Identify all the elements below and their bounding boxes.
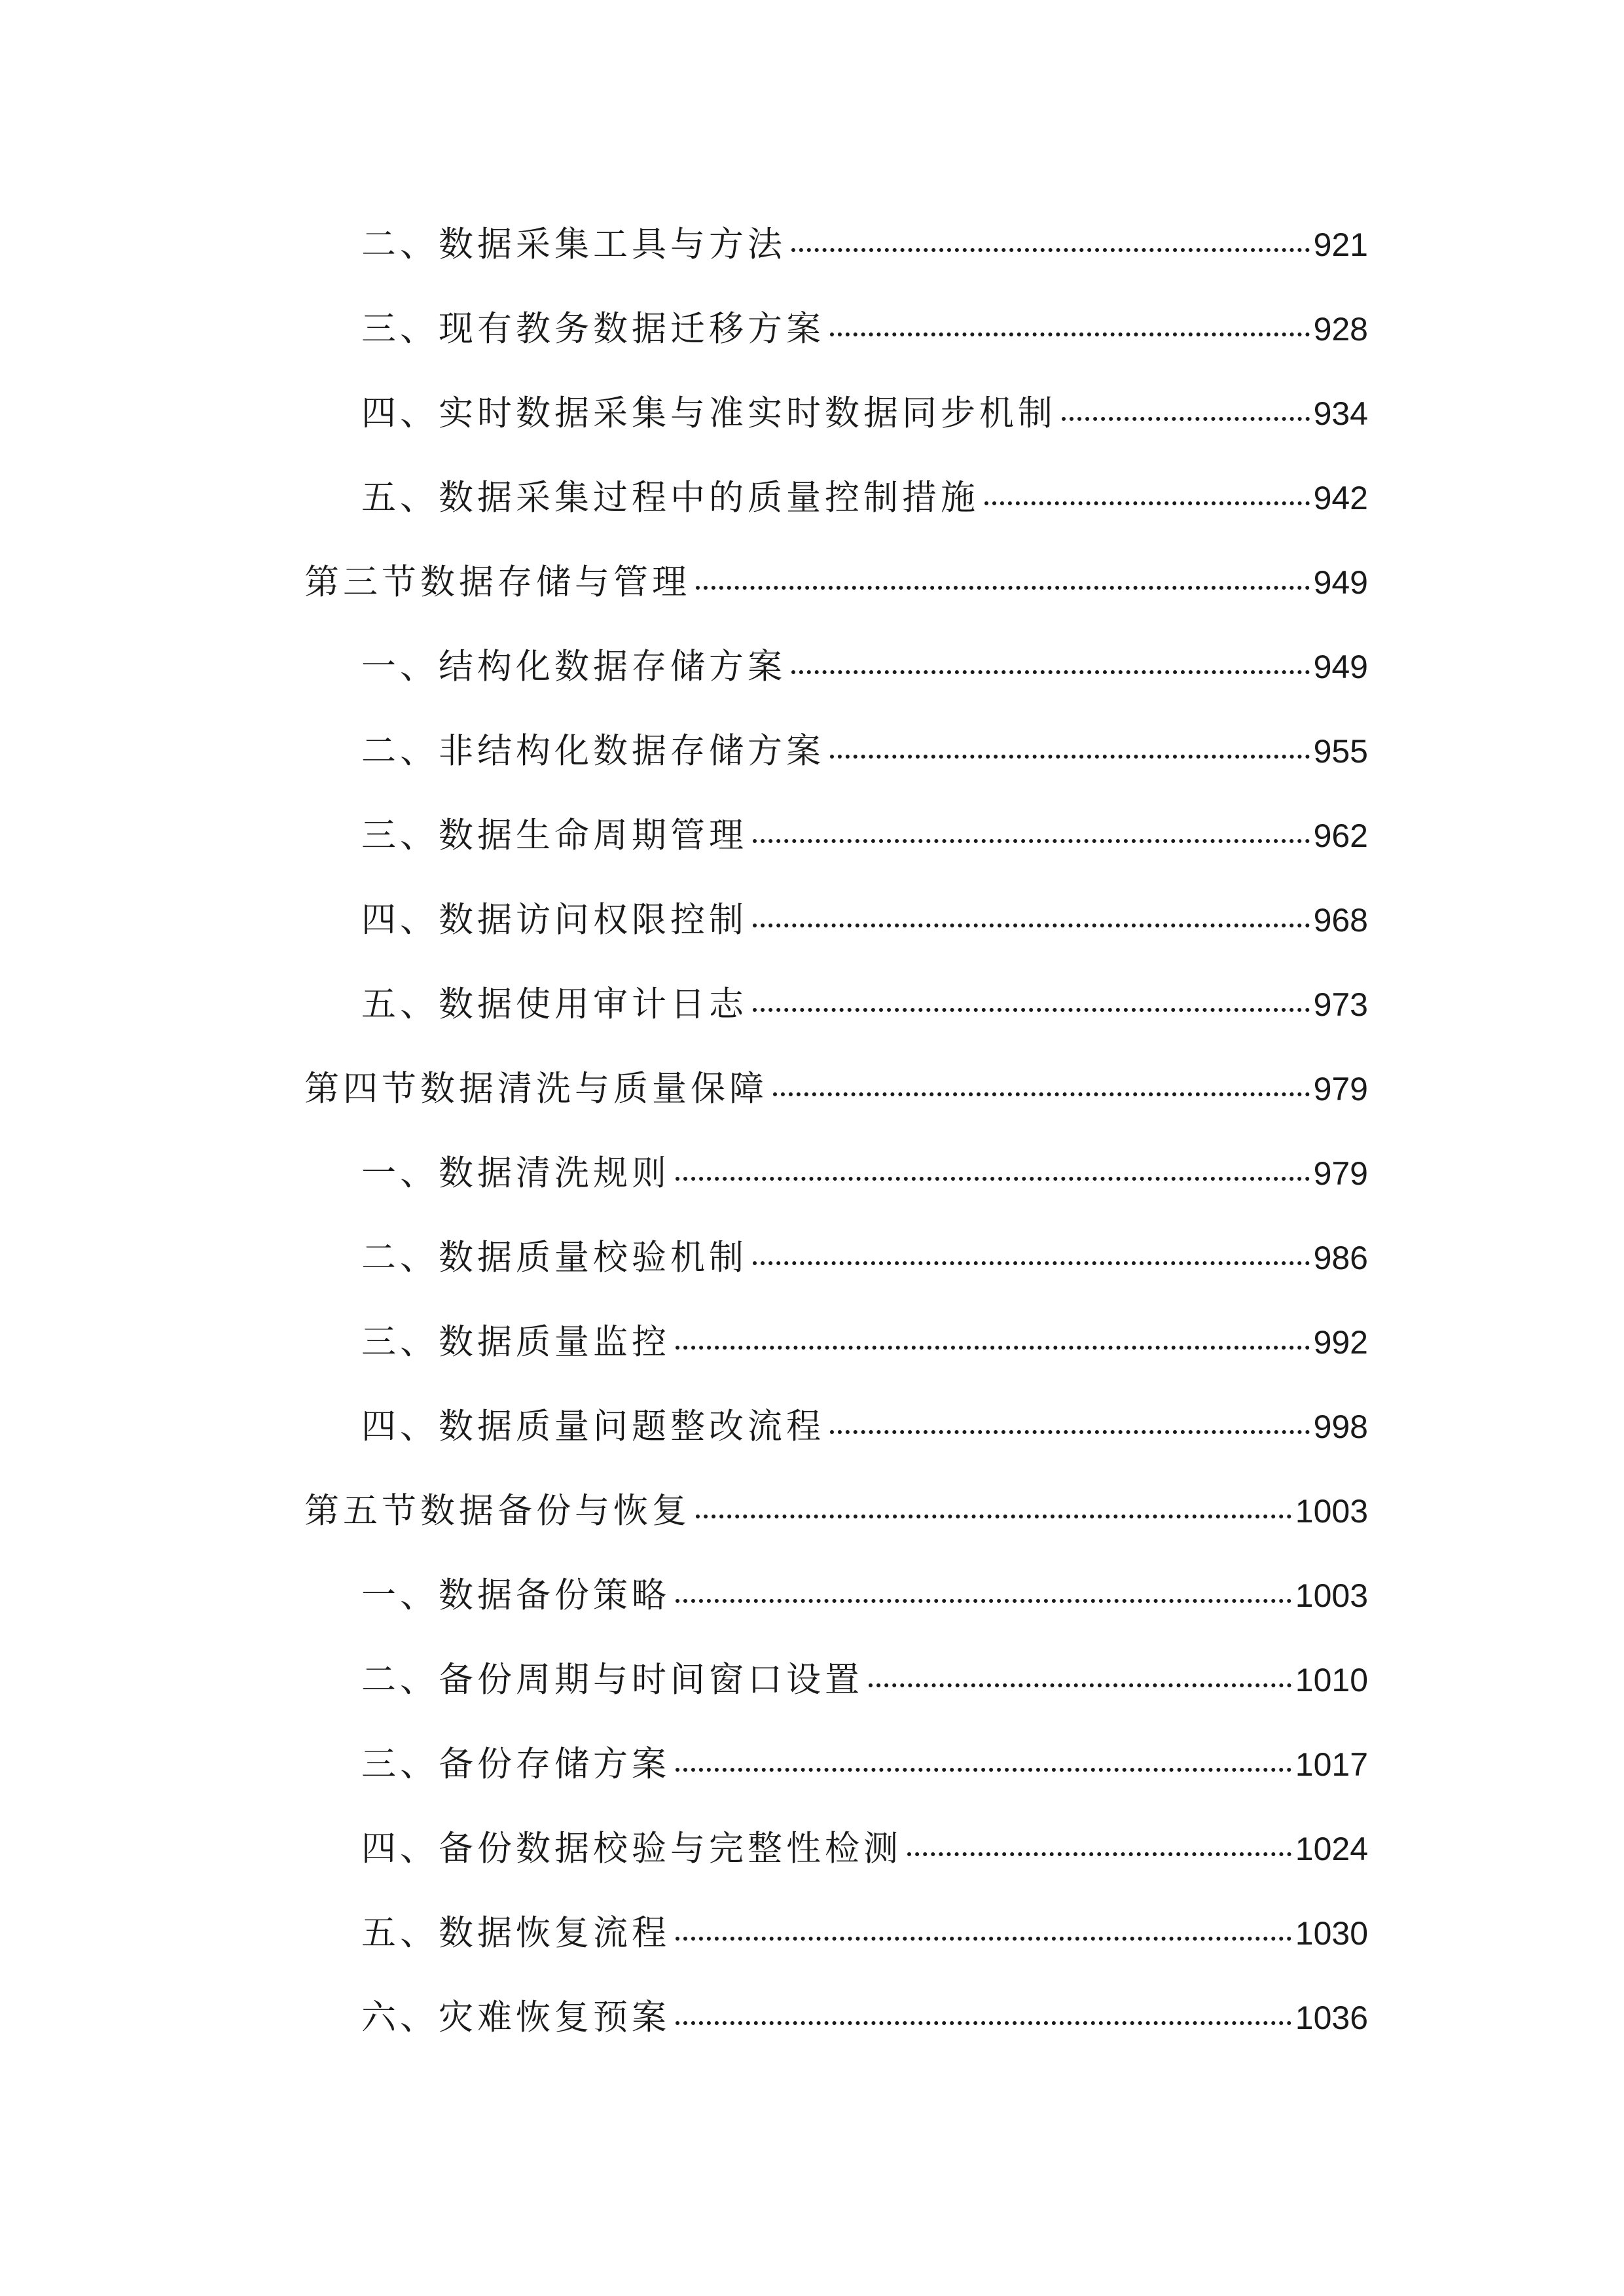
toc-entry[interactable] bbox=[0, 359, 1624, 431]
toc-entry[interactable] bbox=[0, 1203, 1624, 1278]
toc-entry-title: 第三节数据存储与管理 bbox=[304, 562, 691, 602]
toc-entry-title: 第五节数据备份与恢复 bbox=[304, 1491, 691, 1531]
toc-entry[interactable] bbox=[0, 274, 1624, 349]
toc-entry[interactable] bbox=[0, 1878, 1624, 1953]
toc-entry[interactable] bbox=[0, 1119, 1624, 1191]
toc-entry-page: 921 bbox=[1313, 226, 1368, 263]
toc-entry-page: 1003 bbox=[1295, 1577, 1368, 1614]
toc-entry-page: 1003 bbox=[1295, 1493, 1368, 1530]
dot-leader bbox=[753, 839, 1310, 843]
dot-leader bbox=[676, 1937, 1291, 1941]
dot-leader bbox=[1062, 417, 1310, 421]
toc-entry[interactable] bbox=[0, 1287, 1624, 1362]
toc-entry-title: 三、备份存储方案 bbox=[361, 1744, 670, 1784]
toc-entry-title: 六、灾难恢复预案 bbox=[361, 1998, 670, 2037]
toc-entry-page: 928 bbox=[1313, 311, 1368, 348]
toc-entry[interactable] bbox=[0, 190, 1624, 262]
toc-entry[interactable] bbox=[0, 865, 1624, 940]
dot-leader bbox=[907, 1852, 1291, 1856]
toc-entry-page: 1030 bbox=[1295, 1915, 1368, 1952]
toc-entry[interactable] bbox=[0, 781, 1624, 853]
toc-entry-title: 一、结构化数据存储方案 bbox=[361, 647, 786, 687]
toc-entry-title: 一、数据备份策略 bbox=[361, 1575, 670, 1615]
toc-entry[interactable] bbox=[0, 1794, 1624, 1869]
toc-entry-page: 962 bbox=[1313, 817, 1368, 854]
toc-entry-title: 一、数据清洗规则 bbox=[361, 1153, 670, 1193]
toc-entry-page: 973 bbox=[1313, 986, 1368, 1023]
toc-entry[interactable] bbox=[0, 696, 1624, 771]
toc-entry-page: 986 bbox=[1313, 1240, 1368, 1276]
toc-entry[interactable] bbox=[0, 528, 1624, 600]
dot-leader bbox=[791, 670, 1310, 674]
dot-leader bbox=[676, 1599, 1291, 1603]
toc-entry[interactable] bbox=[0, 443, 1624, 518]
toc-entry[interactable] bbox=[0, 1456, 1624, 1531]
toc-entry-page: 942 bbox=[1313, 480, 1368, 516]
toc-entry-title: 四、备份数据校验与完整性检测 bbox=[361, 1829, 902, 1869]
toc-entry-page: 1017 bbox=[1295, 1746, 1368, 1783]
toc-entry-page: 1024 bbox=[1295, 1831, 1368, 1867]
dot-leader bbox=[869, 1683, 1291, 1687]
dot-leader bbox=[830, 332, 1310, 336]
toc-entry-page: 949 bbox=[1313, 564, 1368, 601]
toc-entry-page: 1010 bbox=[1295, 1662, 1368, 1698]
dot-leader bbox=[753, 1261, 1310, 1265]
toc-entry-title: 四、数据质量问题整改流程 bbox=[361, 1407, 825, 1446]
dot-leader bbox=[773, 1092, 1310, 1096]
toc-entry[interactable] bbox=[0, 612, 1624, 687]
dot-leader bbox=[676, 2021, 1291, 2025]
toc-entry-page: 998 bbox=[1313, 1408, 1368, 1445]
toc-entry-page: 979 bbox=[1313, 1155, 1368, 1192]
toc-entry-title: 二、非结构化数据存储方案 bbox=[361, 731, 825, 771]
dot-leader bbox=[791, 248, 1310, 252]
toc-entry-title: 二、数据质量校验机制 bbox=[361, 1238, 748, 1278]
toc-entry-page: 934 bbox=[1313, 395, 1368, 432]
toc-entry-page: 955 bbox=[1313, 733, 1368, 770]
toc-entry-title: 五、数据恢复流程 bbox=[361, 1913, 670, 1953]
toc-entry-page: 949 bbox=[1313, 649, 1368, 685]
toc-entry-title: 五、数据使用审计日志 bbox=[361, 984, 748, 1024]
toc-entry-page: 979 bbox=[1313, 1071, 1368, 1107]
toc-entry[interactable] bbox=[0, 1963, 1624, 2035]
dot-leader bbox=[830, 1430, 1310, 1434]
dot-leader bbox=[696, 1515, 1291, 1518]
toc-entry-title: 四、实时数据采集与准实时数据同步机制 bbox=[361, 393, 1056, 433]
toc-entry-title: 三、数据质量监控 bbox=[361, 1322, 670, 1362]
toc-entry[interactable] bbox=[0, 1625, 1624, 1700]
toc-entry[interactable] bbox=[0, 1372, 1624, 1444]
dot-leader bbox=[830, 755, 1310, 759]
dot-leader bbox=[753, 924, 1310, 927]
dot-leader bbox=[753, 1008, 1310, 1012]
dot-leader bbox=[984, 501, 1310, 505]
dot-leader bbox=[676, 1346, 1310, 1350]
toc-entry-title: 第四节数据清洗与质量保障 bbox=[304, 1069, 768, 1109]
dot-leader bbox=[696, 586, 1310, 590]
toc-entry-title: 二、备份周期与时间窗口设置 bbox=[361, 1660, 863, 1700]
toc-entry-title: 三、数据生命周期管理 bbox=[361, 816, 748, 855]
toc-entry-page: 992 bbox=[1313, 1324, 1368, 1361]
dot-leader bbox=[676, 1177, 1310, 1181]
dot-leader bbox=[676, 1768, 1291, 1772]
toc-entry[interactable] bbox=[0, 1034, 1624, 1109]
toc-entry-title: 三、现有教务数据迁移方案 bbox=[361, 309, 825, 349]
toc-entry-title: 二、数据采集工具与方法 bbox=[361, 224, 786, 264]
toc-entry-title: 四、数据访问权限控制 bbox=[361, 900, 748, 940]
toc-entry[interactable] bbox=[0, 950, 1624, 1022]
toc-entry[interactable] bbox=[0, 1541, 1624, 1613]
toc-entry-page: 1036 bbox=[1295, 2000, 1368, 2036]
toc-entry[interactable] bbox=[0, 1710, 1624, 1782]
toc-entry-page: 968 bbox=[1313, 902, 1368, 939]
toc-entry-title: 五、数据采集过程中的质量控制措施 bbox=[361, 478, 979, 518]
